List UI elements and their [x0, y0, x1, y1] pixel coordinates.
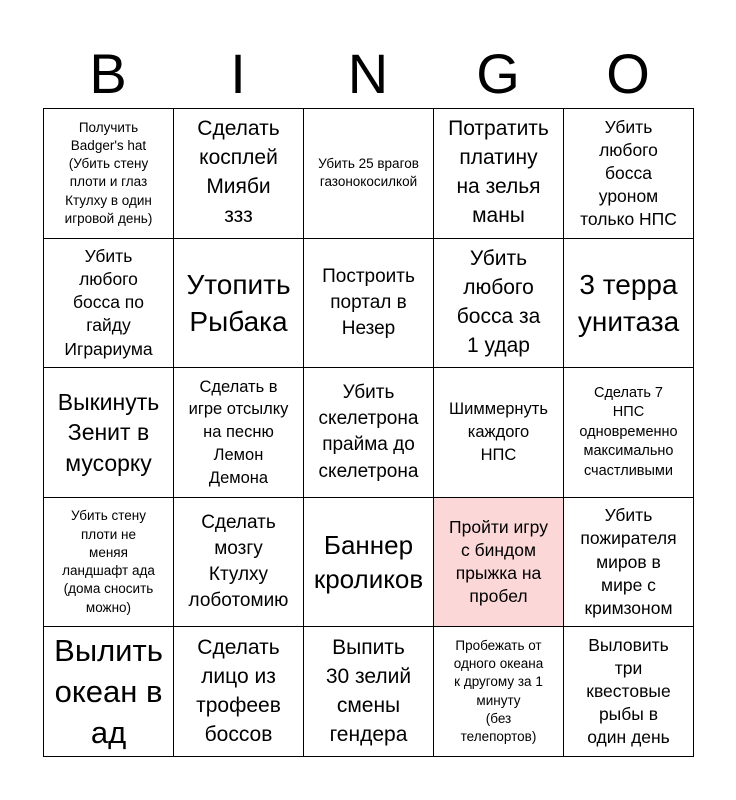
bingo-cell[interactable]: Баннер кроликов [304, 498, 434, 628]
header-letter-o: O [606, 42, 650, 105]
bingo-cell[interactable]: Сделать в игре отсылку на песню Лемон Демона [174, 368, 304, 498]
bingo-cell[interactable]: Убить пожирателя миров в мире с кримзоном [564, 498, 694, 628]
bingo-header [43, 40, 693, 108]
header-letter-i: I [230, 42, 246, 105]
bingo-cell[interactable]: Выпить 30 зелий смены гендера [304, 627, 434, 757]
bingo-cell[interactable]: Утопить Рыбака [174, 239, 304, 369]
bingo-cell[interactable]: Шиммернуть каждого НПС [434, 368, 564, 498]
bingo-cell[interactable]: Выкинуть Зенит в мусорку [44, 368, 174, 498]
bingo-cell[interactable]: Убить любого босса уроном только НПС [564, 109, 694, 239]
header-letter-b: B [89, 42, 127, 105]
header-letter-n: N [347, 42, 389, 105]
bingo-cell[interactable]: Получить Badger's hat (Убить стену плоти и глаз Ктулху в один игровой день) [44, 109, 174, 239]
bingo-cell[interactable]: Пробежать от одного океана к другому за 1 минуту (без телепортов) [434, 627, 564, 757]
bingo-cell[interactable]: Вылить океан в ад [44, 627, 174, 757]
bingo-cell[interactable]: Убить скелетрона прайма до скелетрона [304, 368, 434, 498]
bingo-cell[interactable]: Убить любого босса по гайду Играриума [44, 239, 174, 369]
bingo-cell-marked[interactable]: Пройти игру с биндом прыжка на пробел [434, 498, 564, 628]
bingo-cell[interactable]: Потратить платину на зелья маны [434, 109, 564, 239]
bingo-grid [43, 108, 694, 757]
bingo-cell[interactable]: 3 терра унитаза [564, 239, 694, 369]
bingo-cell[interactable]: Убить любого босса за 1 удар [434, 239, 564, 369]
bingo-cell[interactable]: Сделать мозгу Ктулху лоботомию [174, 498, 304, 628]
bingo-cell[interactable]: Построить портал в Незер [304, 239, 434, 369]
bingo-cell[interactable]: Сделать 7 НПС одновременно максимально счастливыми [564, 368, 694, 498]
bingo-cell[interactable]: Выловить три квестовые рыбы в один день [564, 627, 694, 757]
bingo-cell[interactable]: Убить стену плоти не меняя ландшафт ада (дома сносить можно) [44, 498, 174, 628]
bingo-cell[interactable]: Сделать косплей Мияби ззз [174, 109, 304, 239]
bingo-cell[interactable]: Убить 25 врагов газонокосилкой [304, 109, 434, 239]
header-letter-g: G [476, 42, 520, 105]
bingo-cell[interactable]: Сделать лицо из трофеев боссов [174, 627, 304, 757]
